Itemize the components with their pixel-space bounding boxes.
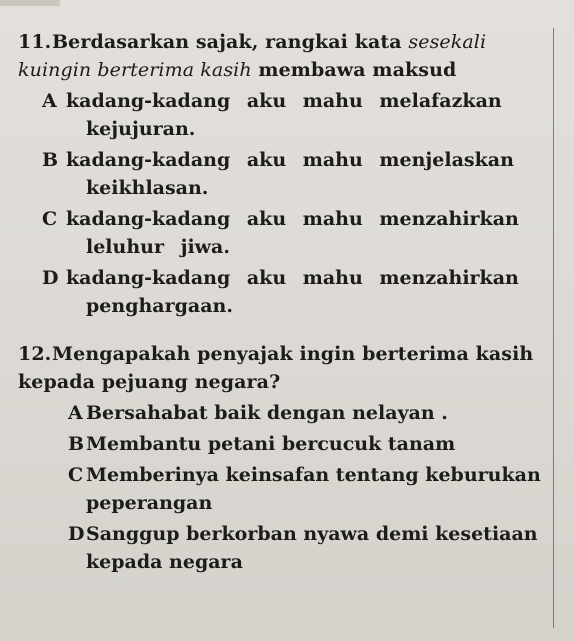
option-letter: A (42, 90, 57, 112)
option-a[interactable] (18, 87, 543, 143)
option-letter: B (42, 149, 59, 171)
stem-emphasis: sesekali kuingin berterima kasih (18, 31, 487, 81)
option-c[interactable] (18, 205, 543, 261)
option-a[interactable] (18, 399, 543, 427)
option-c[interactable] (18, 461, 543, 517)
option-letter: D (42, 267, 59, 289)
question-11 (18, 28, 543, 320)
option-text: Membantu petani bercucuk tanam (86, 433, 456, 455)
option-text: Memberinya keinsafan tentang keburukan peperangan (86, 464, 541, 514)
option-text: kadang-kadang aku mahu menzahirkan penghargaan. (66, 267, 519, 317)
option-text: Sanggup berkorban nyawa demi kesetiaan kepada negara (86, 523, 538, 573)
option-text: kadang-kadang aku mahu menjelaskan keikhlasan. (66, 149, 514, 199)
option-letter: D (68, 523, 85, 545)
question-number: 11. (18, 31, 52, 53)
option-b[interactable] (18, 146, 543, 202)
option-letter: B (68, 433, 85, 455)
margin-line (553, 28, 554, 628)
stem-text-end: membawa maksud (251, 59, 457, 81)
option-text: Bersahabat baik dengan nelayan . (86, 402, 448, 424)
stem-text: Mengapakah penyajak ingin berterima kasih kepada pejuang negara? (18, 343, 534, 393)
question-stem (18, 340, 543, 396)
stem-text: Berdasarkan sajak, rangkai kata (52, 31, 409, 53)
option-letter: A (68, 402, 83, 424)
page-edge-mark (0, 0, 60, 6)
question-number: 12. (18, 343, 52, 365)
option-letter: C (68, 464, 84, 486)
option-d[interactable] (18, 520, 543, 576)
question-stem (18, 28, 543, 84)
option-letter: C (42, 208, 58, 230)
option-d[interactable] (18, 264, 543, 320)
option-text: kadang-kadang aku mahu menzahirkan leluhur jiwa. (66, 208, 519, 258)
question-12 (18, 340, 543, 576)
option-b[interactable] (18, 430, 543, 458)
option-text: kadang-kadang aku mahu melafazkan kejujuran. (66, 90, 502, 140)
